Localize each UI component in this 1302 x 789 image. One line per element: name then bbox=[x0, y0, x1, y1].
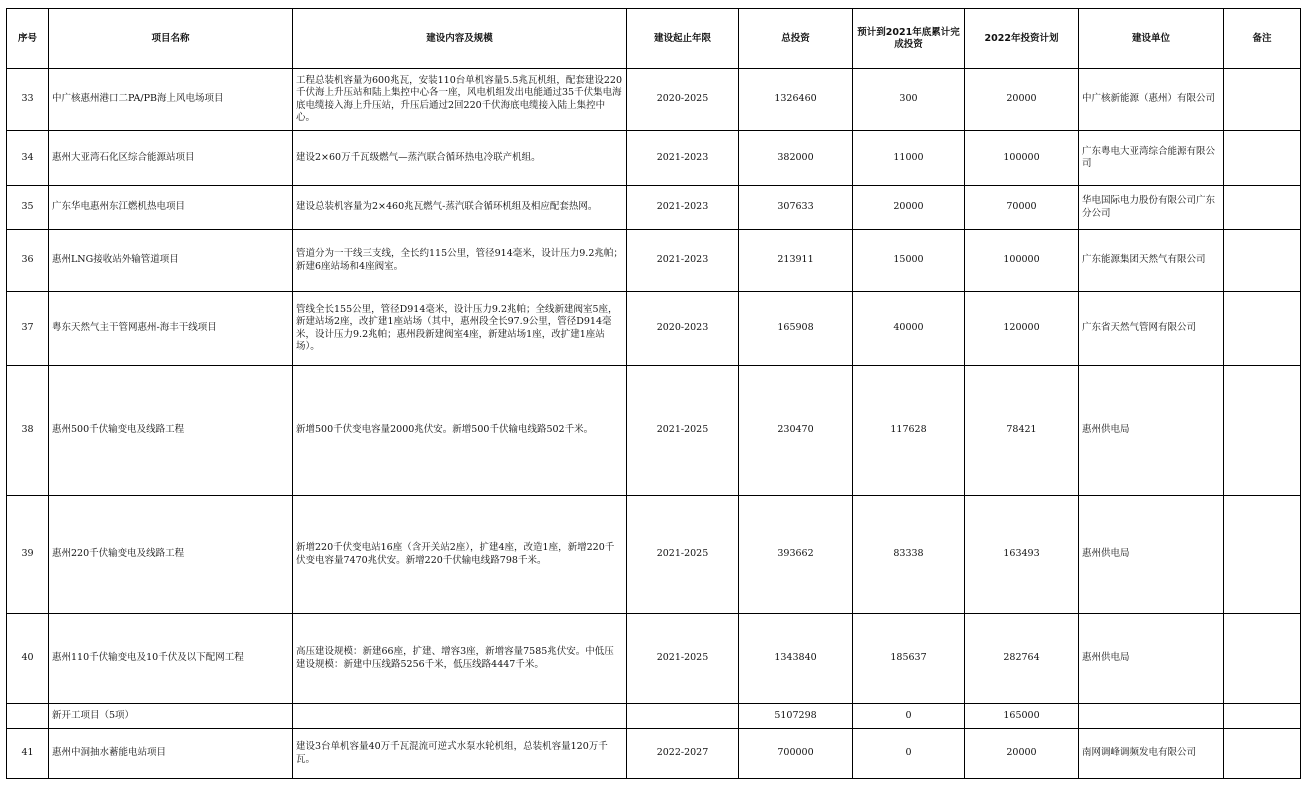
cell-cumulative: 20000 bbox=[853, 186, 965, 230]
cell-plan2022: 282764 bbox=[965, 614, 1079, 704]
cell-unit: 广东粤电大亚湾综合能源有限公司 bbox=[1079, 131, 1224, 186]
cell-total: 5107298 bbox=[739, 704, 853, 729]
cell-remark bbox=[1224, 729, 1301, 779]
cell-unit: 南网调峰调频发电有限公司 bbox=[1079, 729, 1224, 779]
header-seq: 序号 bbox=[7, 9, 49, 69]
cell-unit: 广东省天然气管网有限公司 bbox=[1079, 292, 1224, 366]
subtotal-row bbox=[7, 704, 1301, 729]
cell-plan2022: 20000 bbox=[965, 729, 1079, 779]
header-cumulative: 预计到2021年底累计完成投资 bbox=[853, 9, 965, 69]
cell-unit: 中广核新能源（惠州）有限公司 bbox=[1079, 69, 1224, 131]
cell-period: 2021-2023 bbox=[627, 186, 739, 230]
cell-cumulative: 11000 bbox=[853, 131, 965, 186]
cell-period: 2021-2025 bbox=[627, 366, 739, 496]
cell-name: 惠州LNG接收站外输管道项目 bbox=[49, 230, 293, 292]
cell-period: 2021-2023 bbox=[627, 230, 739, 292]
cell-seq: 36 bbox=[7, 230, 49, 292]
cell-content: 新增500千伏变电容量2000兆伏安。新增500千伏输电线路502千米。 bbox=[293, 366, 627, 496]
cell-remark bbox=[1224, 186, 1301, 230]
table-row bbox=[7, 69, 1301, 131]
cell-plan2022: 70000 bbox=[965, 186, 1079, 230]
table-row bbox=[7, 729, 1301, 779]
cell-unit: 广东能源集团天然气有限公司 bbox=[1079, 230, 1224, 292]
header-remark: 备注 bbox=[1224, 9, 1301, 69]
header-content: 建设内容及规模 bbox=[293, 9, 627, 69]
cell-cumulative: 117628 bbox=[853, 366, 965, 496]
cell-name: 惠州500千伏输变电及线路工程 bbox=[49, 366, 293, 496]
cell-cumulative: 40000 bbox=[853, 292, 965, 366]
cell-total: 230470 bbox=[739, 366, 853, 496]
cell-period: 2020-2025 bbox=[627, 69, 739, 131]
table-row bbox=[7, 496, 1301, 614]
cell-plan2022: 100000 bbox=[965, 230, 1079, 292]
table-row bbox=[7, 614, 1301, 704]
cell-name: 惠州中洞抽水蓄能电站项目 bbox=[49, 729, 293, 779]
cell-seq: 35 bbox=[7, 186, 49, 230]
header-plan2022: 2022年投资计划 bbox=[965, 9, 1079, 69]
cell-plan2022: 78421 bbox=[965, 366, 1079, 496]
cell-remark bbox=[1224, 292, 1301, 366]
cell-unit: 华电国际电力股份有限公司广东分公司 bbox=[1079, 186, 1224, 230]
header-total: 总投资 bbox=[739, 9, 853, 69]
cell-cumulative: 185637 bbox=[853, 614, 965, 704]
cell-seq: 33 bbox=[7, 69, 49, 131]
cell-total: 165908 bbox=[739, 292, 853, 366]
cell-cumulative: 300 bbox=[853, 69, 965, 131]
cell-cumulative: 0 bbox=[853, 704, 965, 729]
cell-period: 2021-2023 bbox=[627, 131, 739, 186]
cell-content: 建设总装机容量为2×460兆瓦燃气-蒸汽联合循环机组及相应配套热网。 bbox=[293, 186, 627, 230]
cell-period: 2021-2025 bbox=[627, 496, 739, 614]
cell-name: 惠州110千伏输变电及10千伏及以下配网工程 bbox=[49, 614, 293, 704]
cell-plan2022: 100000 bbox=[965, 131, 1079, 186]
cell-period bbox=[627, 704, 739, 729]
project-table bbox=[6, 8, 1301, 779]
cell-seq: 34 bbox=[7, 131, 49, 186]
cell-total: 1343840 bbox=[739, 614, 853, 704]
table-row bbox=[7, 292, 1301, 366]
cell-period: 2020-2023 bbox=[627, 292, 739, 366]
cell-total: 1326460 bbox=[739, 69, 853, 131]
cell-content bbox=[293, 704, 627, 729]
header-unit: 建设单位 bbox=[1079, 9, 1224, 69]
cell-seq: 38 bbox=[7, 366, 49, 496]
cell-content: 工程总装机容量为600兆瓦，安装110台单机容量5.5兆瓦机组，配套建设220千伏海上升压站和陆上集控中心各一座，风电机组发出电能通过35千伏集电海底电缆接入海上升压站，升压后通过2回220千伏海底电缆接入陆上集控中心。 bbox=[293, 69, 627, 131]
table-row bbox=[7, 186, 1301, 230]
cell-name: 中广核惠州港口二PA/PB海上风电场项目 bbox=[49, 69, 293, 131]
cell-remark bbox=[1224, 230, 1301, 292]
cell-seq bbox=[7, 704, 49, 729]
cell-seq: 39 bbox=[7, 496, 49, 614]
header-row bbox=[7, 9, 1301, 69]
cell-remark bbox=[1224, 496, 1301, 614]
cell-cumulative: 83338 bbox=[853, 496, 965, 614]
cell-seq: 40 bbox=[7, 614, 49, 704]
cell-content: 新增220千伏变电站16座（含开关站2座），扩建4座，改造1座，新增220千伏变电容量7470兆伏安。新增220千伏输电线路798千米。 bbox=[293, 496, 627, 614]
cell-unit: 惠州供电局 bbox=[1079, 496, 1224, 614]
cell-total: 393662 bbox=[739, 496, 853, 614]
cell-seq: 37 bbox=[7, 292, 49, 366]
cell-content: 管道分为一干线三支线，全长约115公里，管径914毫米，设计压力9.2兆帕；新建6座站场和4座阀室。 bbox=[293, 230, 627, 292]
cell-period: 2021-2025 bbox=[627, 614, 739, 704]
cell-plan2022: 120000 bbox=[965, 292, 1079, 366]
cell-total: 213911 bbox=[739, 230, 853, 292]
cell-unit: 惠州供电局 bbox=[1079, 614, 1224, 704]
cell-name: 广东华电惠州东江燃机热电项目 bbox=[49, 186, 293, 230]
cell-name: 新开工项目（5项） bbox=[49, 704, 293, 729]
cell-total: 382000 bbox=[739, 131, 853, 186]
cell-seq: 41 bbox=[7, 729, 49, 779]
header-name: 项目名称 bbox=[49, 9, 293, 69]
cell-plan2022: 165000 bbox=[965, 704, 1079, 729]
cell-remark bbox=[1224, 614, 1301, 704]
table-row bbox=[7, 230, 1301, 292]
cell-cumulative: 0 bbox=[853, 729, 965, 779]
cell-period: 2022-2027 bbox=[627, 729, 739, 779]
cell-unit: 惠州供电局 bbox=[1079, 366, 1224, 496]
cell-name: 惠州220千伏输变电及线路工程 bbox=[49, 496, 293, 614]
cell-remark bbox=[1224, 366, 1301, 496]
table-row bbox=[7, 366, 1301, 496]
cell-remark bbox=[1224, 131, 1301, 186]
cell-total: 307633 bbox=[739, 186, 853, 230]
cell-content: 建设2×60万千瓦级燃气—蒸汽联合循环热电冷联产机组。 bbox=[293, 131, 627, 186]
cell-remark bbox=[1224, 69, 1301, 131]
cell-total: 700000 bbox=[739, 729, 853, 779]
table-row bbox=[7, 131, 1301, 186]
header-period: 建设起止年限 bbox=[627, 9, 739, 69]
cell-content: 建设3台单机容量40万千瓦混流可逆式水泵水轮机组，总装机容量120万千瓦。 bbox=[293, 729, 627, 779]
cell-name: 粤东天然气主干管网惠州-海丰干线项目 bbox=[49, 292, 293, 366]
cell-plan2022: 20000 bbox=[965, 69, 1079, 131]
cell-plan2022: 163493 bbox=[965, 496, 1079, 614]
cell-unit bbox=[1079, 704, 1224, 729]
cell-remark bbox=[1224, 704, 1301, 729]
cell-name: 惠州大亚湾石化区综合能源站项目 bbox=[49, 131, 293, 186]
cell-content: 管线全长155公里，管径D914毫米，设计压力9.2兆帕；全线新建阀室5座，新建站场2座，改扩建1座站场（其中，惠州段全长97.9公里，管径D914毫米，设计压力9.2兆帕；惠州段新建阀室4座，新建站场1座，改扩建1座站场）。 bbox=[293, 292, 627, 366]
cell-content: 高压建设规模：新建66座，扩建、增容3座，新增容量7585兆伏安。中低压建设规模：新建中压线路5256千米，低压线路4447千米。 bbox=[293, 614, 627, 704]
cell-cumulative: 15000 bbox=[853, 230, 965, 292]
